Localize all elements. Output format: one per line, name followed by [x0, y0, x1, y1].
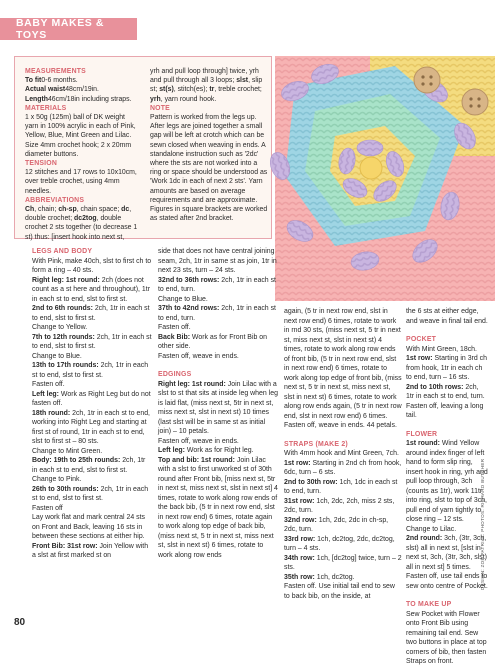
paragraph-text: , stitch(es);: [173, 86, 210, 94]
paragraph-text: 2ch, 1tr in each st to end, slst to first st.: [32, 457, 146, 474]
bold-label: tr: [209, 86, 215, 94]
bold-label: 32nd to 36th rows:: [158, 276, 220, 284]
photo-illustration: [275, 56, 495, 301]
paragraph-text: Work as for Front Bib on other side.: [158, 333, 267, 350]
section-heading: EDGINGS: [158, 371, 192, 378]
paragraph-text: 12 stitches and 17 rows to 10x10cm, over treble crochet, using 4mm needles.: [25, 169, 137, 195]
instruction-paragraph: [32, 475, 152, 485]
section-heading: MATERIALS: [25, 104, 67, 112]
instruction-paragraph: [406, 345, 488, 355]
paragraph-text: 2ch, 1tr in each st to end, turn.: [406, 383, 485, 400]
instruction-paragraph: [25, 76, 139, 85]
paragraph-text: 48cm/19in.: [65, 86, 99, 94]
instruction-paragraph: [25, 168, 139, 196]
instruction-paragraph: [158, 247, 278, 276]
instruction-paragraph: [150, 67, 268, 104]
instruction-paragraph: [25, 85, 139, 94]
section-heading: TENSION: [25, 160, 58, 168]
section-heading: STRAPS (MAKE 2): [284, 440, 348, 448]
paragraph-text: 2ch, 1tr in each st to end, turn.: [158, 305, 276, 322]
paragraph-text: Wind Yellow around index finger of left hand to form slip ring, insert hook in ring, yrh and pull loop through, 3ch (counts as 1tr), work 11tr into ring, slst to top of 3ch, pull end of yarn tightly to close ring – 12 sts.: [406, 440, 488, 523]
paragraph-text: Join Yellow with a slst at first marked st on: [32, 542, 149, 559]
instruction-paragraph: [150, 113, 268, 223]
instruction-paragraph: [284, 421, 402, 431]
section-heading: MEASUREMENTS: [25, 68, 86, 75]
paragraph-text: Fasten off. Use initial tail end to sew to back bib, on the inside, at: [284, 583, 395, 600]
paragraph-text: yrh and pull loop through] twice, yrh and pull through all 3 loops;: [150, 68, 259, 85]
paragraph-text: side that does not have central joining seam, 2ch, 1tr in same st as join, 1tr in next 23 sts, turn – 24 sts.: [158, 248, 277, 274]
instruction-paragraph: [406, 525, 488, 535]
paragraph-text: Fasten off, weave in ends. 44 petals.: [284, 422, 397, 429]
paragraph-text: 1ch, dc2tog, 2dc, dc2tog, turn – 4 sts.: [284, 535, 395, 552]
paragraph-text: 1ch, 1dc in each st to end, turn.: [284, 478, 398, 495]
photo-credit: DESIGN: ZOË PATRIAL. PHOTOS: RICHARD BUTCHER: [480, 458, 485, 590]
instruction-paragraph: [158, 352, 278, 362]
instruction-paragraph: [284, 582, 402, 601]
instruction-paragraph: [406, 439, 488, 525]
bold-label: 2nd to 30th row:: [284, 478, 338, 486]
instruction-paragraph: [406, 572, 488, 591]
bold-label: 34th row:: [284, 554, 315, 562]
paragraph-text: 1ch, dc2tog.: [314, 573, 355, 581]
bold-label: 1st row:: [406, 355, 433, 362]
paragraph-text: 1ch, 2dc, 2dc in ch-sp, 2dc, turn.: [284, 516, 389, 533]
paragraph-text: 2ch, 1tr in each st to end, slst to first st.: [32, 362, 149, 379]
section-heading: TO MAKE UP: [406, 601, 452, 608]
section-heading: ABBREVIATIONS: [25, 196, 85, 204]
pattern-info-box: [14, 56, 272, 239]
paragraph-text: again, (5 tr in next row end, slst in next row end) 6 times, rotate to work in rnd 30 sts, (miss next st, 5 tr in next st, miss next st, slst in next st) 4 times, rotate to work along row ends of front bib, (5 tr in next row end, slst in next row end) 6 times, rotate to work along top edge of front bib, (miss next st, 5 tr in next st, miss next st, slst in next st) 6 times, rotate to work along row ends again, (5 tr in next row end, slst in next row end) 6 times.: [284, 308, 402, 420]
paragraph-text: Change to Yellow.: [32, 324, 88, 331]
paragraph-text: , yarn round hook.: [160, 95, 217, 103]
bold-label: 1st row:: [284, 459, 311, 467]
paragraph-text: Pattern is worked from the legs up. After legs are joined together a small gap will be left at crotch which can be sewn closed when weaving in ends. A standalone instruction such as '2dc' where the sts are not worked into a ring or space should be understood as 'Work 1dc in each of next 2 sts'. Yarn amounts are based on average requirements and are approximate. Figures in square brackets are worked as stated after 2nd bracket.: [150, 114, 268, 223]
bold-label: 32nd row:: [284, 516, 317, 524]
instruction-paragraph: [32, 304, 152, 323]
paragraph-text: , treble crochet;: [214, 86, 262, 94]
info-box-column-1: [25, 67, 139, 242]
paragraph-text: , slip st;: [150, 77, 263, 94]
instruction-paragraph: [25, 95, 139, 104]
paragraph-text: Work as for Right leg.: [184, 447, 254, 454]
instruction-paragraph: [32, 542, 152, 561]
bold-label: Right leg: 1st round:: [32, 276, 100, 284]
instruction-paragraph: [284, 573, 402, 583]
bold-label: yrh: [150, 95, 161, 103]
instruction-paragraph: [158, 333, 278, 352]
section-heading: POCKET: [406, 336, 437, 343]
instruction-paragraph: [284, 478, 402, 497]
instruction-paragraph: [406, 534, 488, 572]
bold-label: 26th to 30th rounds:: [32, 485, 99, 493]
paragraph-text: Sew Pocket with Flower onto Front Bib using remaining tail end. Sew two buttons in place at top corners of bib, then fasten Straps on front.: [406, 610, 487, 665]
instruction-paragraph: [406, 354, 488, 383]
bold-label: 37th to 42nd rows:: [158, 305, 220, 312]
instruction-paragraph: [32, 323, 152, 333]
instruction-paragraph: [32, 380, 152, 390]
paragraph-text: Lay work flat and mark central 24 sts on Front and Back, leaving 16 sts in between these sections at either hip.: [32, 514, 145, 540]
bold-label: Length: [25, 95, 48, 103]
instruction-paragraph: [32, 409, 152, 447]
paragraph-text: Join Lilac with a slst to first unworked st of 30th round after Front bib, [miss next st, 5tr in next st, miss next st, slst in next st] 4 times, rotate to work along row ends of the back bib, (5 tr in next row end, slst in next row end) 6 times, rotate again to work along top edge of back bib, (miss next st, 5 tr in next st, miss next st, slst in next st) 6 times, rotate to work along row ends: [158, 456, 278, 559]
text-column-1: [32, 247, 152, 561]
paragraph-text: Change to Pink.: [32, 476, 82, 483]
paragraph-text: 2ch, 1tr in each st to end, slst to first st.: [32, 485, 149, 502]
paragraph-text: 3ch, (3tr, 3ch, slst) all in next st, [slst in next st, 3ch, (3tr, 3ch, slst) all in next st] 5 times.: [406, 535, 487, 571]
bold-label: st(s): [159, 86, 174, 94]
bold-label: dc: [121, 206, 130, 214]
paragraph-text: Fasten off: [32, 504, 63, 512]
instruction-paragraph: [284, 497, 402, 516]
paragraph-text: With 4mm hook and Mint Green, 7ch.: [284, 450, 399, 457]
paragraph-text: , chain;: [34, 206, 59, 214]
bold-label: Back Bib:: [158, 333, 190, 341]
paragraph-text: 2ch, 1tr in each st to end, working into Right Leg and starting at first st of round, 1tr in each st to end, slst to first st – 80 sts.: [32, 409, 150, 445]
instruction-paragraph: [32, 504, 152, 514]
paragraph-text: Work as Right Leg but do not fasten off.: [32, 390, 151, 407]
instruction-paragraph: [32, 361, 152, 380]
section-heading: NOTE: [150, 104, 170, 112]
bold-label: Ch: [25, 206, 35, 214]
paragraph-text: , double crochet;: [25, 206, 132, 223]
instruction-paragraph: [32, 456, 152, 475]
instruction-paragraph: [158, 437, 278, 447]
instruction-paragraph: [406, 307, 488, 326]
paragraph-text: 0-6 months.: [41, 77, 78, 85]
instruction-paragraph: [32, 447, 152, 457]
paragraph-text: Fasten off, leaving a long tail.: [406, 402, 484, 419]
paragraph-text: 1ch, [dc2tog] twice, turn – 2 sts.: [284, 554, 402, 571]
section-heading: FLOWER: [406, 430, 438, 438]
instruction-paragraph: [406, 383, 488, 402]
bold-label: 2nd to 10th rows:: [406, 383, 464, 391]
bold-label: 33rd row:: [284, 535, 316, 543]
bold-label: To fit: [25, 77, 42, 85]
paragraph-text: Starting in 3rd ch from hook, 1tr in each ch to end, turn – 16 sts.: [406, 355, 487, 381]
instruction-paragraph: [32, 390, 152, 409]
bold-label: 2nd to 6th rounds:: [32, 305, 93, 312]
paragraph-text: 1ch, 2dc, 2ch, miss 2 sts, 2dc, turn.: [284, 497, 395, 514]
bold-label: 35th row:: [284, 573, 315, 581]
paragraph-text: Join Lilac with a slst to st that sits at inside leg when leg is laid flat, (miss next st, 5tr in next st, miss next st, slst in next st) 10 times (last slst will be in same st as initial join) – 10 petals.: [158, 380, 278, 435]
section-heading: LEGS AND BODY: [32, 248, 93, 255]
paragraph-text: Change to Lilac.: [406, 525, 457, 533]
instruction-paragraph: [284, 554, 402, 573]
instruction-paragraph: [25, 113, 139, 159]
paragraph-text: Fasten off, weave in ends.: [158, 352, 239, 360]
instruction-paragraph: [158, 323, 278, 333]
instruction-paragraph: [406, 402, 488, 421]
instruction-paragraph: [158, 295, 278, 305]
section-banner: [0, 18, 137, 40]
instruction-paragraph: [158, 304, 278, 323]
page-number: 80: [14, 617, 26, 628]
instruction-paragraph: [32, 257, 152, 276]
bold-label: 2nd round:: [406, 535, 443, 542]
instruction-paragraph: [284, 535, 402, 554]
paragraph-text: , chain space;: [76, 206, 122, 214]
instruction-paragraph: [32, 333, 152, 352]
bold-label: 13th to 17th rounds:: [32, 362, 99, 369]
instruction-paragraph: [32, 513, 152, 542]
paragraph-text: Fasten off.: [158, 324, 191, 331]
instruction-paragraph: [25, 205, 139, 242]
paragraph-text: 1 x 50g (125m) ball of DK weight yarn in 100% acrylic in each of Pink, Yellow, Blue, Mint Green and Lilac. Size 4mm crochet hook; 2 x 20mm diameter buttons.: [25, 114, 136, 158]
instruction-paragraph: [32, 485, 152, 504]
instruction-paragraph: [406, 610, 488, 667]
paragraph-text: Fasten off, weave in ends.: [158, 437, 239, 445]
crochet-dungarees-photo: [275, 56, 495, 301]
instruction-paragraph: [284, 459, 402, 478]
paragraph-text: , double crochet 2 sts together (to decrease 1 st) thus: [insert hook into next st,: [25, 215, 138, 241]
instruction-paragraph: [32, 276, 152, 305]
paragraph-text: Change to Blue.: [32, 352, 82, 360]
bold-label: Front Bib: 31st row:: [32, 542, 98, 550]
bold-label: 1st round:: [406, 440, 440, 447]
paragraph-text: Fasten off.: [32, 381, 65, 388]
bold-label: dc2tog: [74, 215, 97, 223]
instruction-paragraph: [284, 449, 402, 459]
paragraph-text: With Pink, make 40ch, slst to first ch to form a ring – 40 sts.: [32, 257, 152, 274]
info-box-column-2: [150, 67, 268, 223]
instruction-paragraph: [32, 352, 152, 362]
paragraph-text: 2ch, 1tr in each st to end, slst to first st.: [32, 333, 152, 350]
bold-label: Top and bib: 1st round:: [158, 456, 235, 464]
bold-label: Left leg:: [158, 447, 185, 454]
bold-label: 7th to 12th rounds:: [32, 333, 95, 341]
bold-label: slst: [236, 77, 249, 85]
paragraph-text: Change to Blue.: [158, 295, 208, 303]
paragraph-text: 2ch, 1tr in each st to end, slst to first st.: [32, 305, 150, 322]
bold-label: ch-sp: [58, 206, 77, 214]
paragraph-text: the 6 sts at either edge, and weave in final tail end.: [406, 308, 488, 325]
bold-label: 18th round:: [32, 409, 71, 417]
bold-label: Left leg:: [32, 390, 59, 398]
paragraph-text: Fasten off, use tail ends to sew onto centre of Pocket.: [406, 573, 488, 590]
paragraph-text: 2ch, 1tr in each st to end, turn.: [158, 276, 276, 293]
bold-label: Right leg: 1st round:: [158, 380, 226, 388]
banner-label: BABY MAKES & TOYS: [16, 17, 105, 41]
paragraph-text: Starting in 2nd ch from hook, 6dc, turn – 6 sts.: [284, 459, 402, 476]
paragraph-text: 46cm/18in including straps.: [47, 95, 132, 103]
instruction-paragraph: [158, 446, 278, 456]
text-column-4: [406, 307, 488, 667]
bold-label: Body: 19th to 25th rounds:: [32, 457, 121, 464]
text-column-3: [284, 307, 402, 601]
paragraph-text: With Mint Green, 18ch.: [406, 345, 477, 353]
instruction-paragraph: [284, 307, 402, 421]
instruction-paragraph: [158, 276, 278, 295]
paragraph-text: 2ch (does not count as a st here and throughout), 1tr in each st to end, slst to first st.: [32, 276, 151, 303]
instruction-paragraph: [158, 456, 278, 561]
paragraph-text: Change to Mint Green.: [32, 447, 103, 455]
instruction-paragraph: [284, 516, 402, 535]
text-column-2: [158, 247, 278, 560]
instruction-paragraph: [158, 380, 278, 437]
bold-label: 31st row:: [284, 497, 315, 505]
bold-label: Actual waist: [25, 86, 66, 94]
